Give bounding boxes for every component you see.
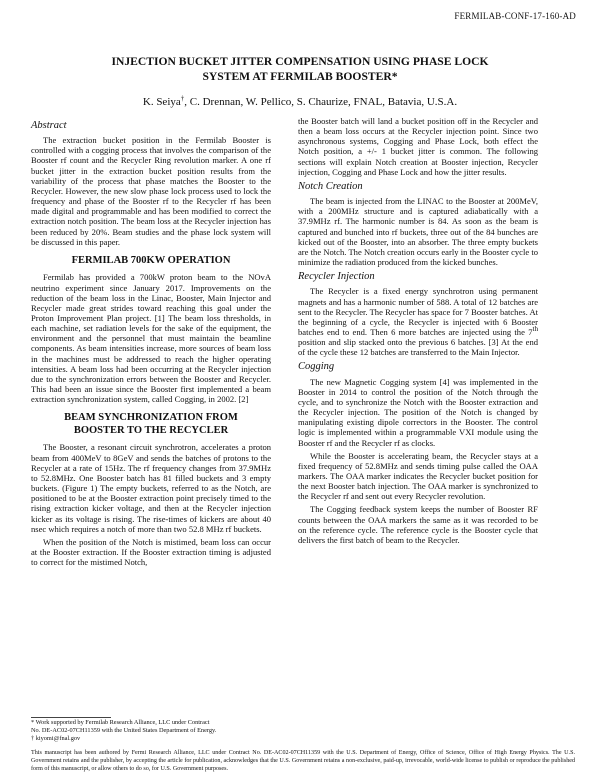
abstract-text: The extraction bucket position in the Fermilab Booster is controlled with a cogging process that involves the comparison of the Booster rf count and the Recycler Ring revolution marker. A one rf bucket jitter in the extraction bucket position results from the variability of the process that phase matches the Booster to the Recycler. However, the new slow phase lock process used to lock the frequency and phase of the Booster rf to the Recycler rf has been made digital and programmable and has been modified to correct the extraction notch position. The beam loss at the Recycler injection has been reduced by 20%. Beam studies and the phase lock system will be discussed in this paper. xyxy=(31,135,271,247)
first-author: K. Seiya xyxy=(142,96,181,108)
sync-heading-line-2: BOOSTER TO THE RECYCLER xyxy=(73,424,229,436)
recycler-text-b: position and slip stacked onto the previous 6 batches. [3] At the end of the cycle these 12 batches are transferred to the Main Injector. xyxy=(298,337,538,358)
footnotes xyxy=(31,719,291,743)
left-column xyxy=(31,116,271,570)
recycler-text-a: The Recycler is a fixed energy synchrotron using permanent magnets and has a harmonic number of 588. A total of 12 batches are sent to the Recycler. The Recycler has space for 7 Booster batches. At the beginning of a cycle, the Recycler is injected with 6 Booster batches end to end. Then 6 more batches are injected using the 7 xyxy=(298,286,538,337)
cogging-paragraph-2: While the Booster is accelerating beam, the Recycler stays at a fixed frequency of 52.8MHz and sends timing pulse called the OAA markers. The OAA marker indicates the Recycler bucket position for the next Booster batch injection. The OAA marker is synchronized to the Recycler rf and sent out every Recycler revolution. xyxy=(298,450,538,502)
author-list xyxy=(40,96,560,108)
dagger-mark: † xyxy=(180,94,185,103)
sync-paragraph-2: When the position of the Notch is mistimed, beam loss can occur at the Booster extraction. If the Booster extraction timing is adjusted to correct for the mistimed Notch, xyxy=(31,536,271,568)
section-heading-synchronization xyxy=(31,412,271,437)
sync-paragraph-1: The Booster, a resonant circuit synchrotron, accelerates a proton beam from 400MeV to 8GeV and sends the batches of protons to the Recycler at a rate of 15Hz. The rf frequency changes from 37.9MHz to 52.8MHz. One Booster batch has 81 filled buckets and 3 empty buckets. (Figure 1) The empty buckets, referred to as the Notch, are positioned to be at the Booster extraction point precisely timed to the rising extraction kicker voltage, and then at the Recycler injection kicker as its voltage is rising. The rise-times of kickers are about 40 nsec which requires a notch of more than two 52.8 MHz rf buckets. xyxy=(31,442,271,534)
report-id: FERMILAB-CONF-17-160-AD xyxy=(454,11,576,21)
footnote-line-2: No. DE-AC02-07CH11359 with the United States Department of Energy. xyxy=(31,727,217,734)
notch-heading: Notch Creation xyxy=(298,180,363,192)
copyright-notice: This manuscript has been authored by Fermi Research Alliance, LLC under Contract No. DE-AC02-07CH11359 with the U.S. Department of Energy, Office of Science, Office of High Energy Physics. The U.S. Government retains and the publisher, by accepting the article for publication, acknowledges that the U.S. Government retains a non-exclusive, paid-up, irrevocable, world-wide license to publish or reproduce the published form of this manuscript, or allow others to do so, for U.S. Government purposes. xyxy=(31,750,575,772)
title-line-1: INJECTION BUCKET JITTER COMPENSATION USING PHASE LOCK xyxy=(111,55,489,68)
other-authors: , C. Drennan, W. Pellico, S. Chaurize, FNAL, Batavia, U.S.A. xyxy=(184,96,458,108)
title-line-2: SYSTEM AT FERMILAB BOOSTER* xyxy=(202,70,398,83)
footnote-divider xyxy=(31,717,111,718)
cogging-heading: Cogging xyxy=(298,361,335,373)
right-column xyxy=(298,116,538,548)
cogging-paragraph-3: The Cogging feedback system keeps the number of Booster RF counts between the OAA markers the same as it was recorded to be on the reference cycle. The reference cycle is the Booster cycle that delivers the first batch of beam to the Recycler. xyxy=(298,504,538,545)
paper-title xyxy=(40,54,560,84)
superscript-th: th xyxy=(532,325,538,334)
footnote-line-1: * Work supported by Fermilab Research Alliance, LLC under Contract xyxy=(31,719,210,726)
abstract-heading: Abstract xyxy=(31,120,67,131)
recycler-heading: Recycler Injection xyxy=(298,271,375,283)
operation-text: Fermilab has provided a 700kW proton beam to the NOvA neutrino experiment since January 2017. Improvements on the reduction of the beam loss in the Linac, Booster, Main Injector and Recycler made great strides toward reaching this goal under the Proton Improvement Plan project. [1] The beam loss thresholds, in each machine, set radiation levels for the sake of the equipment, the environment and the personnel that must maintain the beamline components. As beam intensities increase, more sources of beam loss in the machines must be addressed to reach the higher operating intensities. A beam loss had been occurring at the Recycler injection due to the synchronization errors between the Booster and Recycler. This had been an issue since the Booster first implemented a beam extraction synchronization system, called Cogging, in 2002. [2] xyxy=(31,272,271,405)
cogging-paragraph-1: The new Magnetic Cogging system [4] was implemented in the Booster in 2014 to control the position of the Notch through the cycle, and to synchronize the Notch with the Booster extraction and the Recycler injection. The position of the Notch is changed by manipulating existing dipole correctors in the Booster. The control logic is implemented within a programmable VXI module using the Booster rf and the Recycler rf as clocks. xyxy=(298,376,538,448)
sync-heading-line-1: BEAM SYNCHRONIZATION FROM xyxy=(64,412,238,424)
notch-text: The beam is injected from the LINAC to the Booster at 200MeV, with a 200MHz structure and is captured adiabatically with a 37.9MHz rf. The harmonic number is 84. As soon as the beam is captured and bunched into rf buckets, three out of the 84 bunches are kicked out of the Booster, into an absorber. The three empty buckets are the Notch. The Notch creation occurs early in the Booster cycle to minimize the radiation produced from the kicked bunches. xyxy=(298,196,538,268)
recycler-text xyxy=(298,286,538,357)
section-heading-operation: FERMILAB 700KW OPERATION xyxy=(71,254,231,266)
sync-continuation: the Booster batch will land a bucket position off in the Recycler and then a beam loss occurs at the Recycler injection point. Since two asynchronous systems, Cogging and Phase Lock, both effect the Notch position, a +/- 1 bucket jitter is common. The following sections will explain Notch creation at Booster injection, Recycler injection, Cogging and Phase Lock and how the jitter results. xyxy=(298,116,538,177)
footnote-email: † kiyomi@fnal.gov xyxy=(31,735,81,742)
